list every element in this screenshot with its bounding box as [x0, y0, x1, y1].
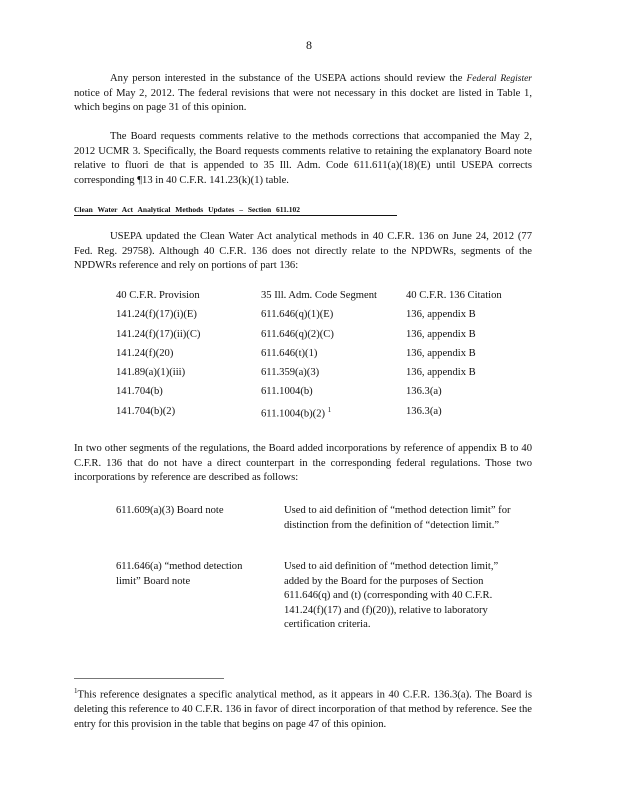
cell-cfr: 141.24(f)(20) — [116, 347, 174, 359]
cell-citation: 136, appendix B — [406, 309, 476, 321]
cell-iac: 611.1004(b)(2) — [261, 408, 326, 420]
paragraph-text: Any person interested in the substance of the USEPA actions should review the — [110, 73, 463, 84]
cell-citation: 136.3(a) — [406, 405, 442, 417]
header-136-citation: 40 C.F.R. 136 Citation — [406, 290, 502, 301]
cell-cfr: 141.704(b) — [116, 386, 163, 398]
cell-cfr: 141.704(b)(2) — [116, 405, 176, 417]
cell-citation: 136, appendix B — [406, 367, 476, 379]
cell-citation: 136, appendix B — [406, 347, 476, 359]
cell-iac: 611.646(q)(1)(E) — [261, 309, 334, 321]
section-heading: Clean Water Act Analytical Methods Updates – Section 611.102 — [74, 205, 397, 216]
paragraph-other-segments: In two other segments of the regulations, the Board added incorporations by reference of appendix B to 40 C.F.R. 136 that do not have a direct counterpart in the corresponding federal regulations. Those two incorporations by reference are described as follows: — [74, 443, 532, 484]
paragraph-request-comments: The Board requests comments relative to the methods corrections that accompanied the May 2, 2012 UCMR 3. Specifically, the Board requests comments relative to retaining the explanatory Board note relative to fluori de that is appended to 35 Ill. Adm. Code 611.611(a)(18)(E) until USEPA corrects corresponding ¶13 in 40 C.F.R. 141.23(k)(1) table. — [74, 131, 532, 186]
header-cfr-provision: 40 C.F.R. Provision — [116, 290, 200, 301]
cell-iac: 611.646(t)(1) — [261, 347, 318, 359]
paragraph-text: notice of May 2, 2012. The federal revisions that were not necessary in this docket are listed in Table 1, which begins on page 31 of this opinion. — [74, 87, 532, 114]
footnote-text: This reference designates a specific analytical method, as it appears in 40 C.F.R. 136.3(a). The Board is deleting this reference to 40 C.F.R. 136 in favor of direct incorporation of that method by reference. See the entry for this provision in the table that begins on page 47 of this opinion. — [74, 689, 532, 730]
cell-iac: 611.1004(b) — [261, 386, 313, 398]
footnote-number: 1 — [74, 687, 78, 695]
cell-cfr: 141.89(a)(1)(iii) — [116, 367, 186, 379]
incorporation-description: Used to aid definition of “method detection limit” for distinction from the definition of “detection limit.” — [284, 505, 511, 531]
cell-citation: 136, appendix B — [406, 328, 476, 340]
page-number: 8 — [306, 38, 312, 52]
footnote-divider — [74, 678, 224, 679]
paragraph-cwa-methods: USEPA updated the Clean Water Act analytical methods in 40 C.F.R. 136 on June 24, 2012 (77 Fed. Reg. 29758). Although 40 C.F.R. 136 does not directly relate to the NPDWRs, segments of the NPDWRs reference and rely on portions of part 136: — [74, 231, 532, 272]
cell-iac: 611.646(q)(2)(C) — [261, 328, 334, 340]
header-iac-segment: 35 Ill. Adm. Code Segment — [261, 290, 377, 301]
cell-cfr: 141.24(f)(17)(ii)(C) — [116, 328, 201, 340]
incorporation-description: Used to aid definition of “method detection limit,” added by the Board for the purposes of Section 611.646(q) and (t) (corresponding with 40 C.F.R. 141.24(f)(17) and (f)(20)), relative to laboratory certification criteria. — [284, 561, 499, 631]
incorporation-label: 611.646(a) “method detection limit” Board note — [116, 561, 243, 587]
paragraph-usepa-actions — [74, 72, 532, 116]
footnote — [74, 684, 532, 732]
incorporation-label: 611.609(a)(3) Board note — [116, 505, 224, 516]
footnote-marker: 1 — [327, 405, 332, 414]
cell-iac-with-footnote — [261, 406, 331, 420]
cell-citation: 136.3(a) — [406, 386, 442, 398]
federal-register-italic: Federal Register — [466, 74, 533, 84]
cell-iac: 611.359(a)(3) — [261, 367, 320, 379]
cell-cfr: 141.24(f)(17)(i)(E) — [116, 309, 197, 321]
